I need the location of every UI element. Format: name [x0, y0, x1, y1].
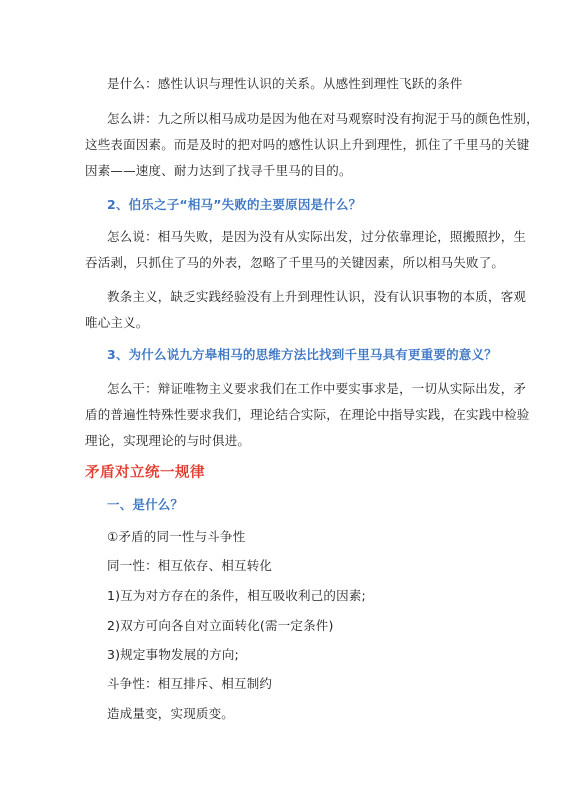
- section-heading: 矛盾对立统一规律: [85, 465, 205, 481]
- list-item: 3)规定事物发展的方向;: [107, 647, 239, 662]
- text-line: 同一性：相互依存、相互转化: [107, 558, 273, 573]
- question-heading: 3、为什么说九方皋相马的思维方法比找到千里马具有更重要的意义？: [107, 347, 497, 362]
- text-line: 因素——速度、耐力达到了找寻千里马的目的。: [85, 163, 352, 178]
- text-line: 理论，实现理论的与时俱进。: [85, 433, 251, 448]
- text-line: 造成量变，实现质变。: [107, 706, 235, 721]
- text-line: 唯心主义。: [85, 315, 149, 330]
- text-line: 教条主义，缺乏实践经验没有上升到理性认识，没有认识事物的本质，客观: [107, 289, 527, 304]
- text-line: 怎么干：辩证唯物主义要求我们在工作中要实事求是，一切从实际出发，矛: [107, 381, 527, 396]
- text-line: 怎么说：相马失败，是因为没有从实际出发，过分依靠理论，照搬照抄，生: [107, 229, 527, 244]
- subsection-heading: 一、是什么？: [107, 497, 184, 512]
- text-line: 斗争性：相互排斥、相互制约: [107, 676, 273, 691]
- list-item: 2)双方可向各自对立面转化(需一定条件): [107, 618, 334, 633]
- text-line: 吞活剥，只抓住了马的外表，忽略了千里马的关键因素，所以相马失败了。: [85, 255, 505, 270]
- text-line: 是什么：感性认识与理性认识的关系。从感性到理性飞跃的条件: [107, 76, 463, 91]
- text-line: 盾的普遍性特殊性要求我们，理论结合实际，在理论中指导实践，在实践中检验: [85, 407, 530, 422]
- question-heading: 2、伯乐之子“相马”失败的主要原因是什么？: [107, 197, 362, 212]
- text-line: 这些表面因素。而是及时的把对吗的感性认识上升到理性，抓住了千里马的关键: [85, 137, 530, 152]
- list-item: 1)互为对方存在的条件，相互吸收利己的因素;: [107, 588, 366, 603]
- text-line: 怎么讲：九之所以相马成功是因为他在对马观察时没有拘泥于马的颜色性别，: [107, 111, 539, 126]
- text-line: ①矛盾的同一性与斗争性: [107, 529, 246, 544]
